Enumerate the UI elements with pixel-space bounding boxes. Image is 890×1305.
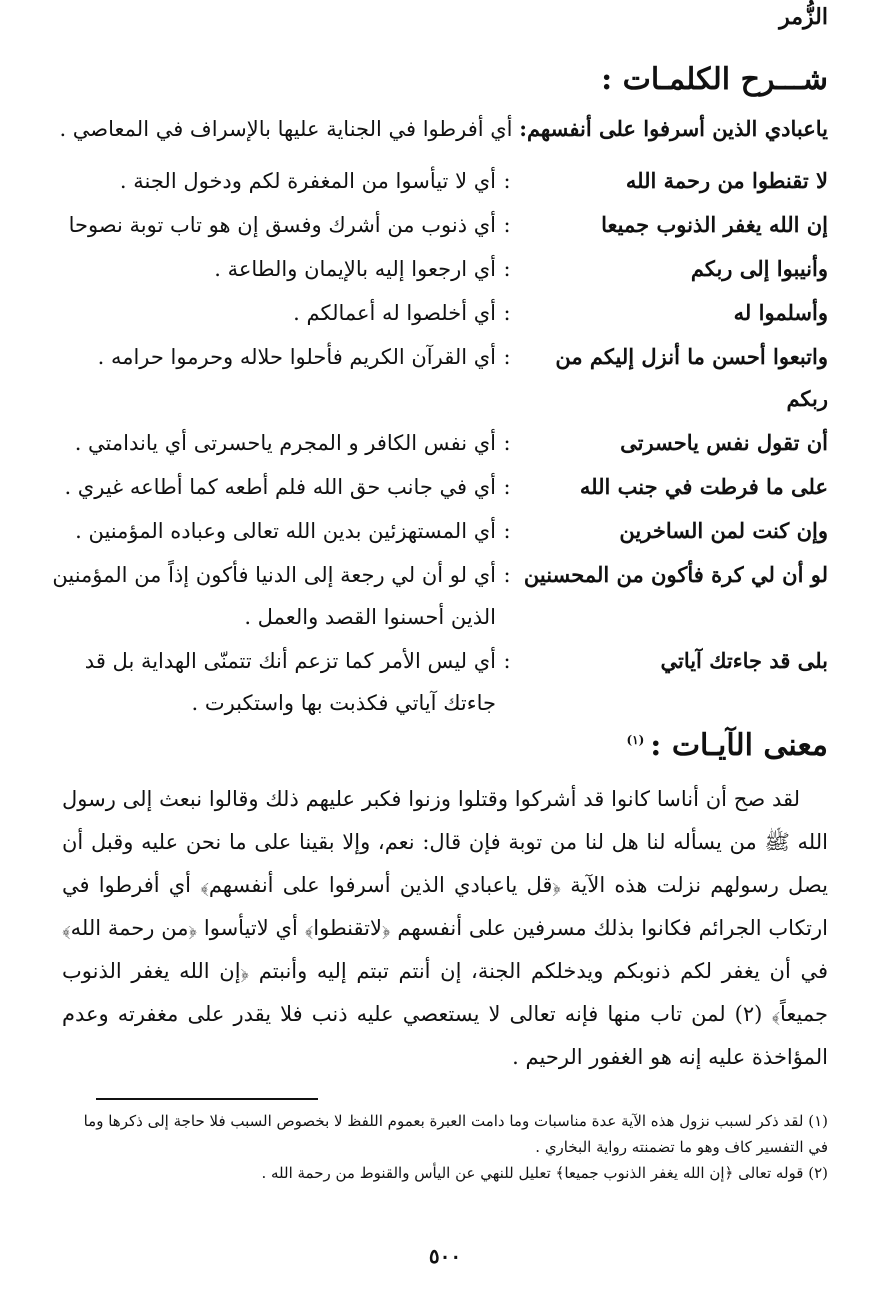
vocab-term: وأنيبوا إلى ربكم (690, 256, 828, 281)
meaning-heading-text: معنى الآيـات : (650, 728, 828, 763)
page-number: ٥٠٠ (428, 1244, 462, 1268)
footnote-2: (٢) قوله تعالى ﴿إن الله يغفر الذنوب جميعا﴾ تعليل للنهي عن اليأس والقنوط من رحمة الله . (261, 1164, 828, 1182)
vocab-heading: شـــرح الكلمـات : (601, 62, 828, 97)
vocab-colon: : (503, 213, 511, 237)
vocab-row (48, 510, 828, 552)
vocab-first-entry (48, 112, 828, 146)
vocab-term: بلى قد جاءتك آياتي (660, 648, 828, 673)
vocab-list (48, 160, 828, 726)
vocab-row (48, 336, 828, 420)
vocab-term: واتبعوا أحسن ما أنزل إليكم من ربكم (555, 344, 828, 411)
meaning-heading (626, 728, 828, 763)
footnote-1: (١) لقد ذكر لسبب نزول هذه الآية عدة مناسبات وما دامت العبرة بعموم اللفظ لا بخصوص السبب فلا حاجة إلى ذكرها وما في التفسير كاف وهو ما تضمنته رواية البخاري . (83, 1112, 828, 1156)
vocab-colon: : (503, 649, 511, 673)
vocab-first-def: أي أفرطوا في الجناية عليها بالإسراف في المعاصي . (59, 117, 513, 141)
surah-name: الزُّمر (779, 4, 828, 30)
vocab-def: أي ليس الأمر كما تزعم أنك تتمنّى الهداية بل قد جاءتك آياتي فكذبت بها واستكبرت . (84, 649, 496, 715)
vocab-colon: : (503, 169, 511, 193)
vocab-term: وأسلموا له (733, 300, 828, 325)
vocab-def: أي ذنوب من أشرك وفسق إن هو تاب توبة نصوحا (68, 213, 496, 237)
vocab-def: أي المستهزئين بدين الله تعالى وعباده المؤمنين . (75, 519, 496, 543)
vocab-colon: : (503, 431, 511, 455)
vocab-term: على ما فرطت في جنب الله (579, 474, 828, 499)
vocab-term: لو أن لي كرة فأكون من المحسنين (523, 562, 828, 587)
vocab-first-term: ياعبادي الذين أسرفوا على أنفسهم: (519, 116, 828, 141)
vocab-row (48, 640, 828, 724)
footnote-ref: (١) (626, 733, 645, 747)
vocab-def: أي ارجعوا إليه بالإيمان والطاعة . (214, 257, 496, 281)
vocab-term: لا تقنطوا من رحمة الله (625, 168, 828, 193)
vocab-def: أي أخلصوا له أعمالكم . (293, 301, 496, 325)
vocab-row (48, 292, 828, 334)
footnote-divider (96, 1098, 318, 1100)
vocab-def: أي لا تيأسوا من المغفرة لكم ودخول الجنة . (119, 169, 496, 193)
footnotes (60, 1108, 828, 1186)
vocab-colon: : (503, 257, 511, 281)
vocab-def: أي في جانب حق الله فلم أطعه كما أطاعه غيري . (64, 475, 496, 499)
vocab-colon: : (503, 519, 511, 543)
meaning-paragraph: لقد صح أن أناسا كانوا قد أشركوا وقتلوا وزنوا فكبر عليهم ذلك وقالوا نبعث إلى رسول الله ﷺ من يسأله لنا هل لنا من توبة فإن قال: نعم، وإلا بقينا على ما نحن عليه وقبل أن يصل رسولهم نزلت هذه الآية ﴿قل ياعبادي الذين أسرفوا على أنفسهم﴾ أي أفرطوا في ارتكاب الجرائم فكانوا بذلك مسرفين على أنفسهم ﴿لاتقنطوا﴾ أي لاتيأسوا ﴿من رحمة الله﴾ في أن يغفر لكم ذنوبكم ويدخلكم الجنة، إن أنتم تبتم إليه وأنبتم ﴿إن الله يغفر الذنوب جميعاً﴾ (٢) لمن تاب منها فإنه تعالى لا يستعصي عليه ذنب فلا يقدر على مغفرته وعدم المؤاخذة عليه إنه هو الغفور الرحيم . (62, 787, 829, 1069)
vocab-row (48, 466, 828, 508)
vocab-row (48, 248, 828, 290)
vocab-colon: : (503, 345, 511, 369)
vocab-term: أن تقول نفس ياحسرتى (620, 430, 828, 455)
vocab-def: أي نفس الكافر و المجرم ياحسرتى أي ياندامتي . (74, 431, 496, 455)
vocab-colon: : (503, 475, 511, 499)
vocab-def: أي القرآن الكريم فأحلوا حلاله وحرموا حرامه . (97, 345, 496, 369)
vocab-row (48, 554, 828, 638)
vocab-term: وإن كنت لمن الساخرين (619, 518, 828, 543)
vocab-colon: : (503, 301, 511, 325)
vocab-row (48, 160, 828, 202)
vocab-colon: : (503, 563, 511, 587)
vocab-row (48, 422, 828, 464)
vocab-def: أي لو أن لي رجعة إلى الدنيا فأكون إذاً من المؤمنين الذين أحسنوا القصد والعمل . (52, 563, 496, 629)
vocab-term: إن الله يغفر الذنوب جميعا (601, 212, 828, 237)
vocab-row (48, 204, 828, 246)
